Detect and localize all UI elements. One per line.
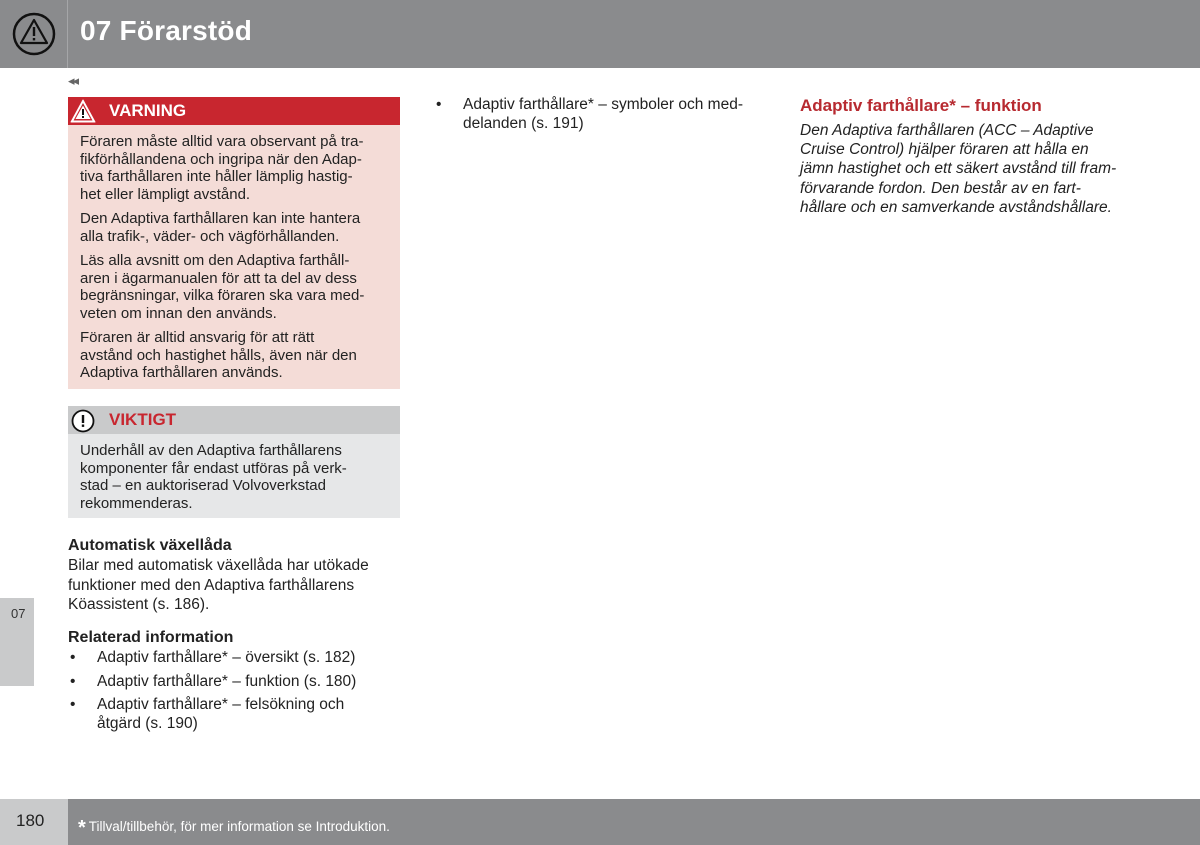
footnote-text: Tillval/tillbehör, för mer information se Introduktion. [88,819,390,834]
footer-note [78,814,390,837]
chapter-title: 07 Förarstöd [80,15,252,46]
gearbox-heading: Automatisk växellåda [68,537,232,554]
warning-label: VARNING [109,101,187,120]
warning-body [68,125,400,389]
related-link[interactable]: • Adaptiv farthållare* – felsökning och åtgärd (s. 190) [70,696,345,732]
page-header [0,0,1200,68]
related-link[interactable]: • Adaptiv farthållare* – funktion (s. 180) [70,672,357,690]
chapter-tab [0,598,34,686]
related-list-continued [434,96,764,138]
warning-paragraph: Läs alla avsnitt om den Adaptiva farthåll- aren i ägarmanualen för att ta del av dess begränsningar, vilka föraren ska vara med- veten om innan den används. [80,252,365,322]
warning-paragraph: Den Adaptiva farthållaren kan inte hantera alla trafik-, väder- och vägförhållanden. [80,210,361,245]
related-list [68,649,398,738]
warning-triangle-icon [0,0,68,68]
important-box [68,406,400,518]
page-footer [0,799,1200,845]
section-intro: Den Adaptiva farthållaren (ACC – Adaptive Cruise Control) hjälper föraren att hålla en jämn hastighet och ett säkert avstånd till fram- förvarande fordon. Den består av en fart- hållare och en samverkande avståndshållare. [800,122,1117,216]
warning-triangle-icon [70,98,96,124]
important-body [68,434,400,518]
footer-bar [68,799,1200,845]
important-header [68,406,400,434]
page-number: 180 [16,811,45,830]
important-label: VIKTIGT [109,410,177,429]
back-nav-icon[interactable]: ◂◂ [68,73,78,88]
chapter-tab-label: 07 [11,606,26,621]
gearbox-text: Bilar med automatisk växellåda har utökade funktioner med den Adaptiva farthållarens Köassistent (s. 186). [68,557,369,613]
footnote-star: * [78,817,86,839]
related-heading: Relaterad information [68,629,234,646]
page-number-box [0,799,68,845]
warning-paragraph: Föraren är alltid ansvarig för att rätt avstånd och hastighet hålls, även när den Adaptiva farthållaren används. [80,329,357,381]
section-heading: Adaptiv farthållare* – funktion [800,96,1042,115]
header-icon-box [0,0,68,68]
related-link[interactable]: • Adaptiv farthållare* – symboler och med- delanden (s. 191) [436,96,743,132]
exclamation-circle-icon [70,407,96,433]
important-text: Underhåll av den Adaptiva farthållarens komponenter får endast utföras på verk- stad – en auktoriserad Volvoverkstad rekommenderas. [80,442,347,512]
related-link[interactable]: • Adaptiv farthållare* – översikt (s. 182) [70,649,356,666]
warning-paragraph: Föraren måste alltid vara observant på tra- fikförhållandena och ingripa när den Adap- tiva farthållaren inte håller lämplig hastig- het eller lämpligt avstånd. [80,133,364,203]
warning-header [68,97,400,125]
warning-box [68,97,400,389]
